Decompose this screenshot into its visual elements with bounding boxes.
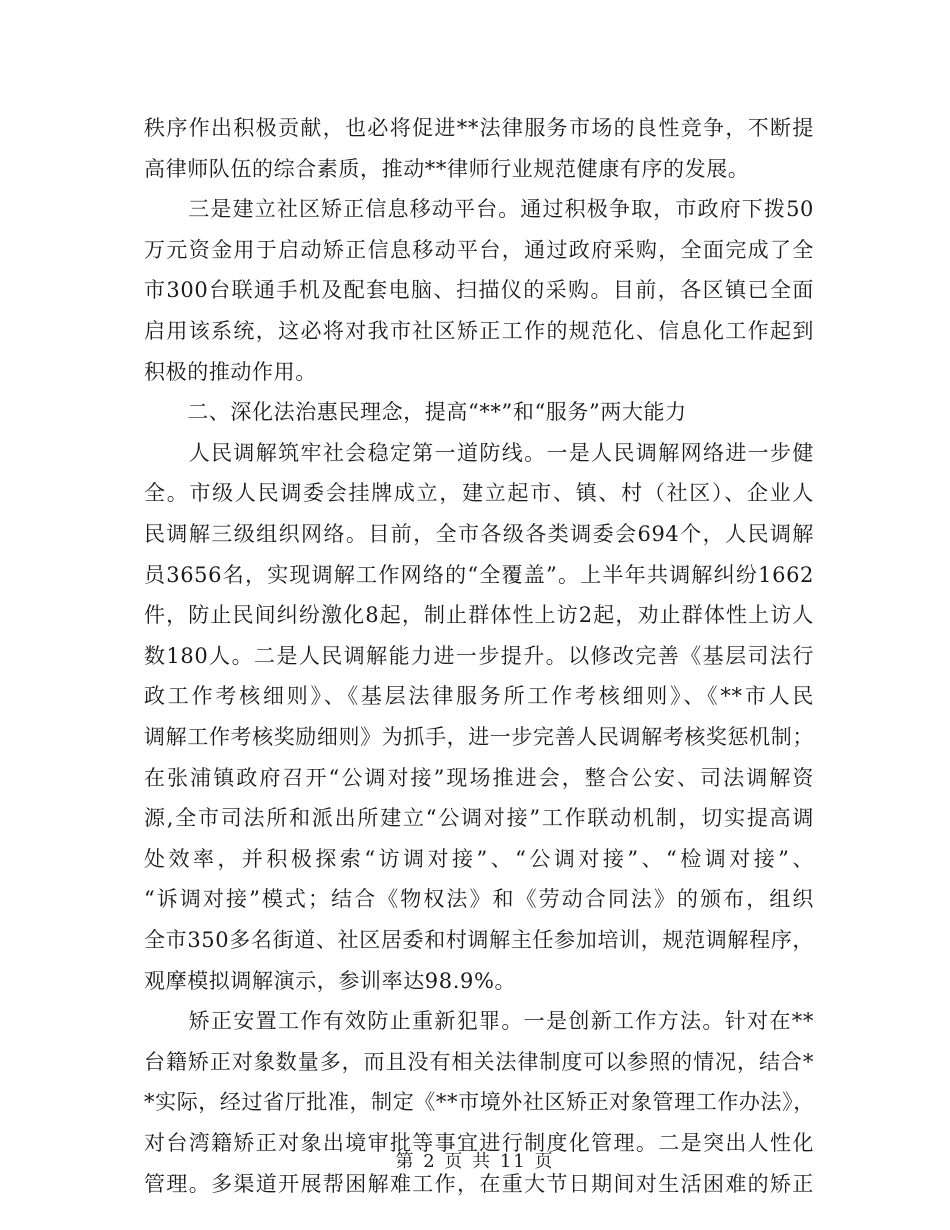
- body-text-line: 政工作考核细则》、《基层法律服务所工作考核细则》、《**市人民: [144, 684, 814, 708]
- body-text-line: 观摩模拟调解演示，参训率达98.9%。: [144, 969, 517, 993]
- body-text-line: 员3656名，实现调解工作网络的“全覆盖”。上半年共调解纠纷1662: [144, 563, 814, 587]
- body-text-line: 秩序作出积极贡献，也必将促进**法律服务市场的良性竞争，不断提: [144, 116, 814, 140]
- body-text-line: 台籍矫正对象数量多，而且没有相关法律制度可以参照的情况，结合*: [144, 1050, 814, 1074]
- body-text-line: *实际，经过省厅批准，制定《**市境外社区矫正对象管理工作办法》，: [144, 1090, 815, 1114]
- body-text-line: 全市350多名街道、社区居委和村调解主任参加培训，规范调解程序，: [144, 928, 814, 952]
- body-text-line: 三是建立社区矫正信息移动平台。通过积极争取，市政府下拨50: [144, 197, 814, 221]
- body-text-line: 二、深化法治惠民理念，提高“**”和“服务”两大能力: [144, 400, 687, 424]
- body-text-line: 市300台联通手机及配套电脑、扫描仪的采购。目前，各区镇已全面: [144, 278, 814, 302]
- body-text-line: 民调解三级组织网络。目前，全市各级各类调委会694个，人民调解: [144, 522, 814, 546]
- body-text-line: 高律师队伍的综合素质，推动**律师行业规范健康有序的发展。: [144, 157, 750, 181]
- body-text-line: 件，防止民间纠纷激化8起，制止群体性上访2起，劝止群体性上访人: [144, 603, 814, 627]
- page-footer: 第 2 页 共 11 页: [395, 1151, 555, 1172]
- body-text-line: 积极的推动作用。: [144, 360, 317, 384]
- body-text-line: 调解工作考核奖励细则》为抓手，进一步完善人民调解考核奖惩机制；: [144, 725, 814, 749]
- body-text-line: 处效率，并积极探索“访调对接”、“公调对接”、“检调对接”、: [144, 847, 814, 871]
- body-text-line: 数180人。二是人民调解能力进一步提升。以修改完善《基层司法行: [144, 644, 814, 668]
- body-text-line: 全。市级人民调委会挂牌成立，建立起市、镇、村（社区）、企业人: [144, 481, 814, 505]
- body-text-line: 万元资金用于启动矫正信息移动平台，通过政府采购，全面完成了全: [144, 238, 814, 262]
- body-text-line: 对台湾籍矫正对象出境审批等事宜进行制度化管理。二是突出人性化: [144, 1131, 814, 1155]
- body-text-line: “诉调对接”模式；结合《物权法》和《劳动合同法》的颁布，组织: [144, 887, 814, 911]
- body-text-line: 源,全市司法所和派出所建立“公调对接”工作联动机制，切实提高调: [144, 806, 814, 830]
- body-text-line: 管理。多渠道开展帮困解难工作，在重大节日期间对生活困难的矫正: [144, 1172, 814, 1196]
- body-text-line: 矫正安置工作有效防止重新犯罪。一是创新工作方法。针对在**: [144, 1009, 814, 1033]
- body-text-line: 人民调解筑牢社会稳定第一道防线。一是人民调解网络进一步健: [144, 441, 814, 465]
- body-text-line: 在张浦镇政府召开“公调对接”现场推进会，整合公安、司法调解资: [144, 766, 814, 790]
- body-text-line: 启用该系统，这必将对我市社区矫正工作的规范化、信息化工作起到: [144, 319, 814, 343]
